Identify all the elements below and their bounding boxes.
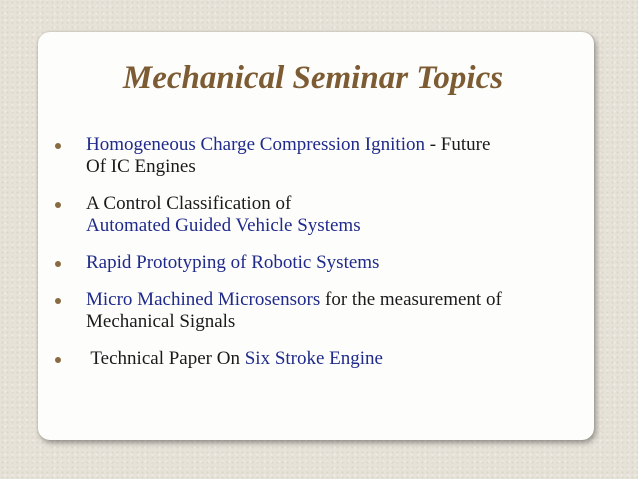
topic-link-rapid-prototyping[interactable]: Rapid Prototyping of Robotic Systems <box>86 252 380 273</box>
bullet-icon <box>55 202 61 208</box>
bullet-icon <box>55 261 61 267</box>
topic-list <box>52 134 592 385</box>
topic-text-hcci-suffix: - Future <box>424 134 491 155</box>
topic-text-six-stroke-prefix: Technical Paper On <box>86 348 245 369</box>
list-item-agv <box>52 193 592 237</box>
topic-text-agv-prefix: A Control Classification of <box>86 193 292 214</box>
topic-text-microsensors-suffix: for the measurement of <box>320 289 502 310</box>
topic-link-hcci[interactable]: Homogeneous Charge Compression Ignition <box>86 134 425 155</box>
list-item-hcci <box>52 134 592 178</box>
slide-title <box>0 58 638 98</box>
topic-text-microsensors-line2: Mechanical Signals <box>86 311 236 332</box>
bullet-icon <box>55 357 61 363</box>
list-item-microsensors <box>52 289 592 333</box>
list-item-six-stroke <box>52 348 592 370</box>
topic-text-hcci-line2: Of IC Engines <box>86 156 196 177</box>
topic-link-microsensors[interactable]: Micro Machined Microsensors <box>86 289 321 310</box>
slide-title-text: Mechanical Seminar Topics <box>122 60 504 96</box>
topic-link-six-stroke[interactable]: Six Stroke Engine <box>244 348 383 369</box>
bullet-icon <box>55 298 61 304</box>
bullet-icon <box>55 143 61 149</box>
topic-link-agv[interactable]: Automated Guided Vehicle Systems <box>86 215 361 236</box>
list-item-rapid-prototyping <box>52 252 592 274</box>
